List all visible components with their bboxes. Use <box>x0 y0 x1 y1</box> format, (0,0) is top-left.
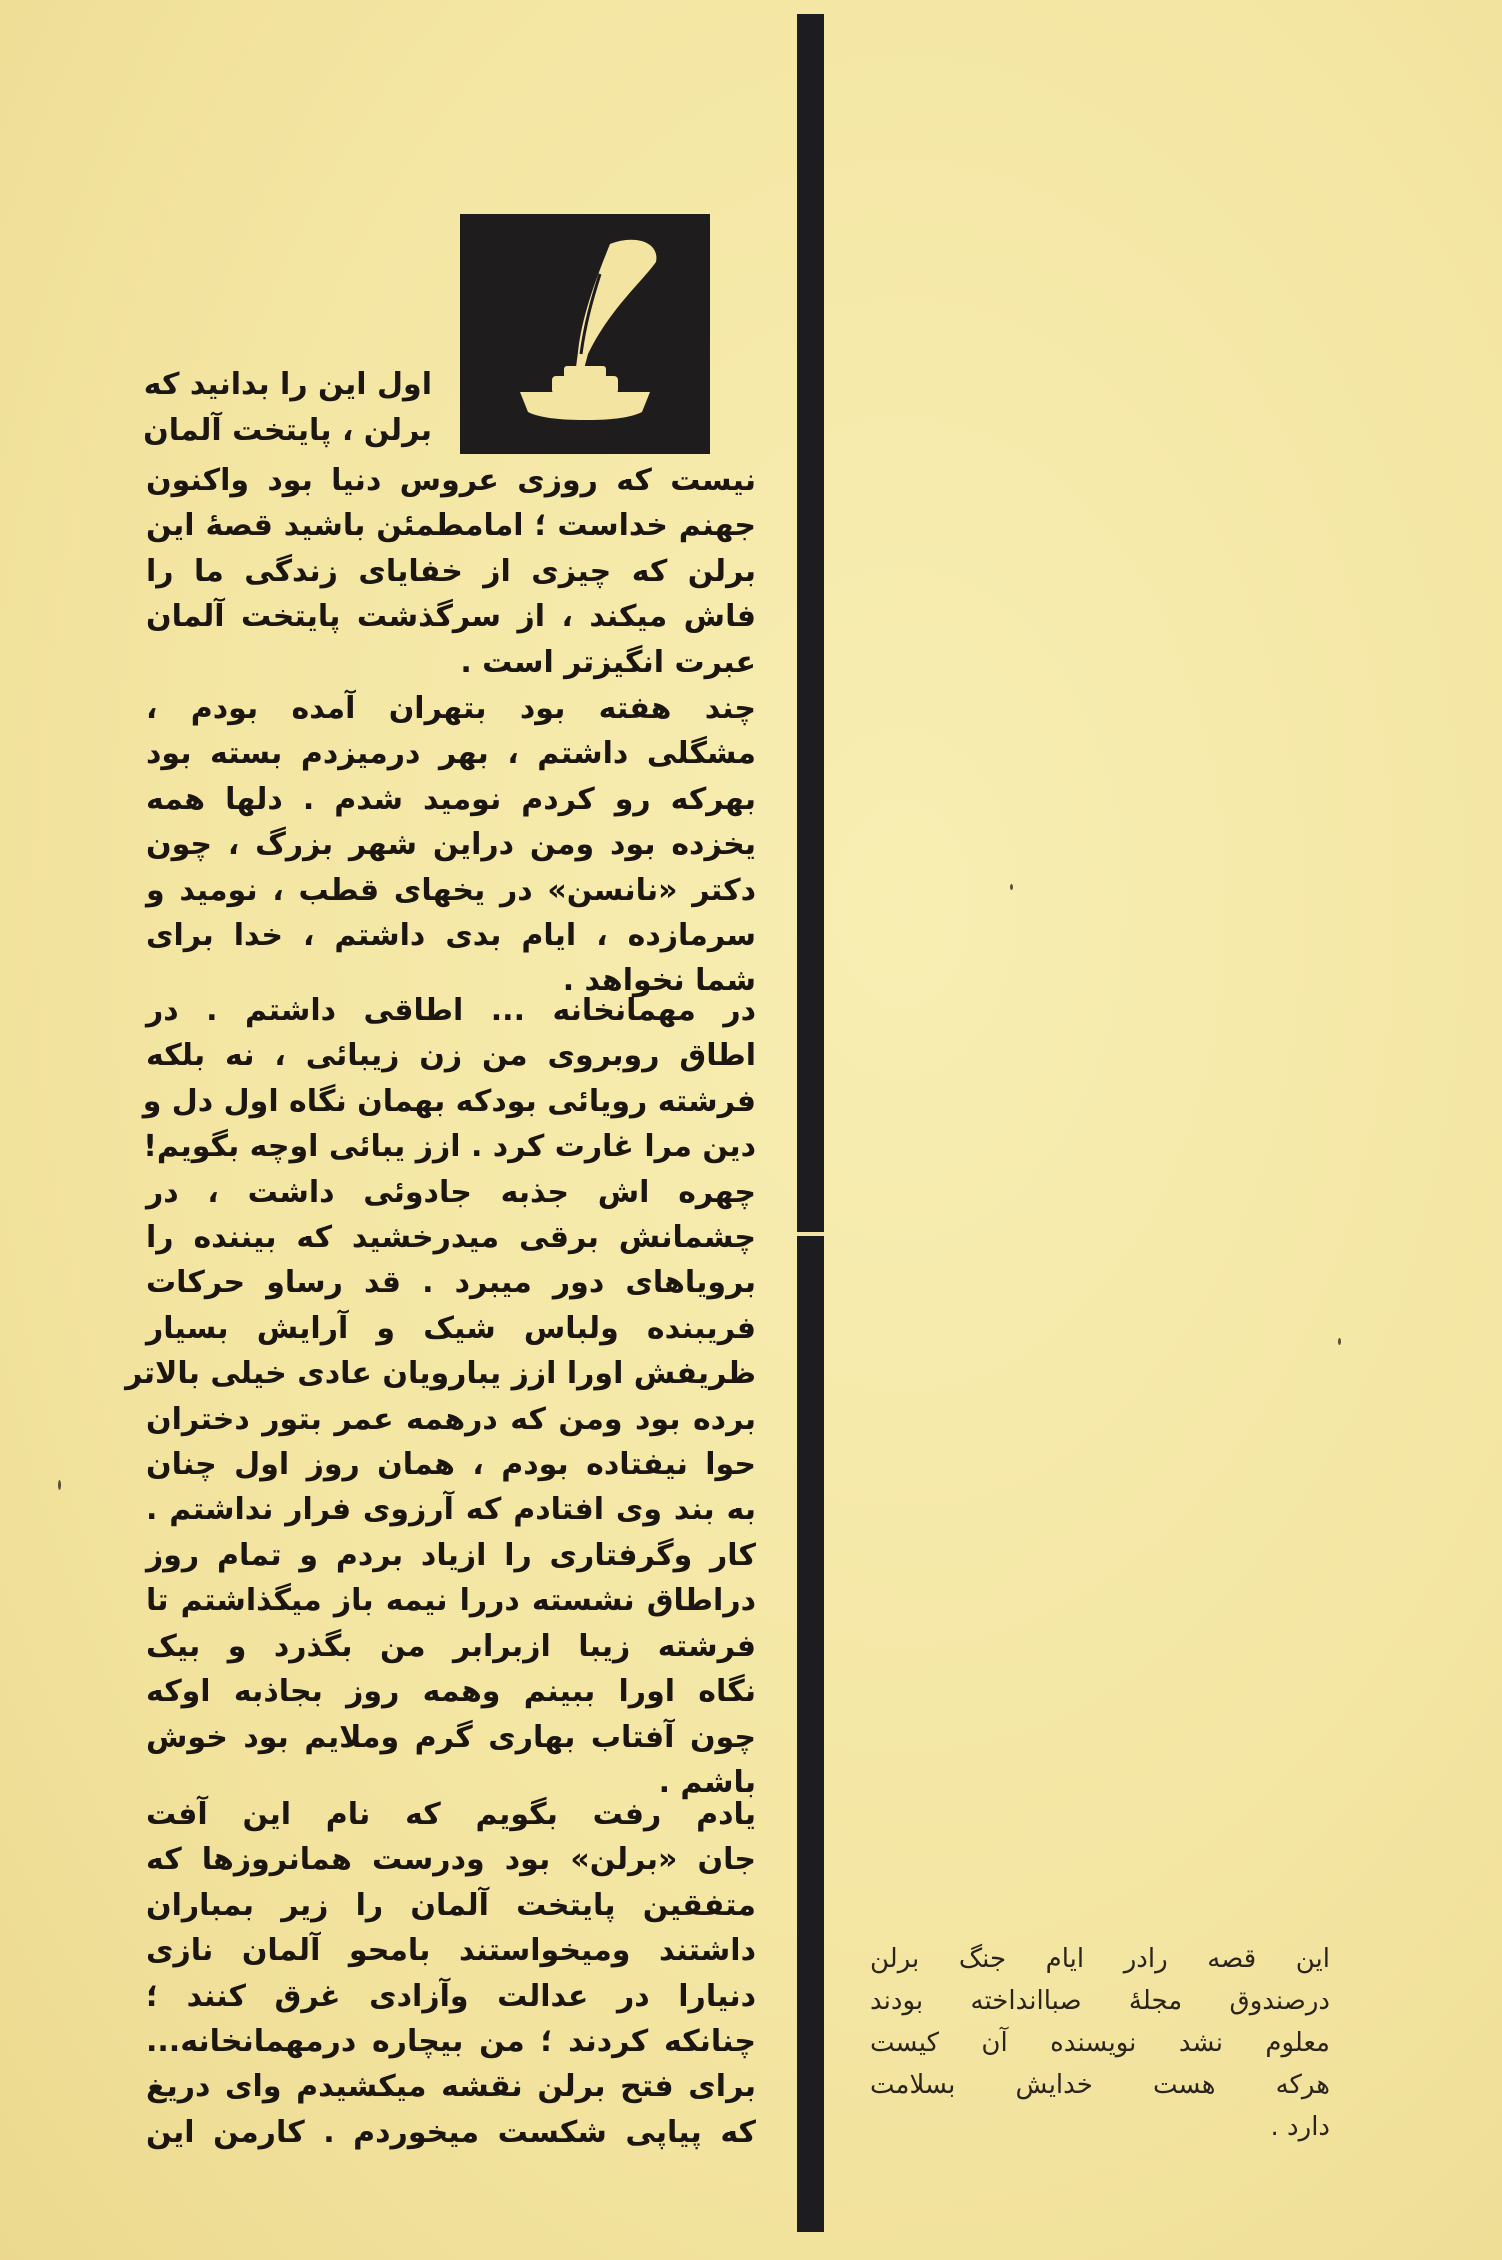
note-line: هرکه هست خدایش بسلامت <box>870 2070 1330 2100</box>
text-line: اطاق روبروی من زن زیبائی ، نه بلکه <box>146 1038 756 1074</box>
text-line: برلن که چیزی از خفایای زندگی ما را <box>146 553 756 589</box>
text-line: فاش میکند ، از سرگذشت پایتخت آلمان <box>146 599 756 635</box>
paragraph-3 <box>125 988 756 1805</box>
text-line: یادم رفت بگویم که نام این آفت <box>146 1797 756 1832</box>
text-line: فریبنده ولباس شیک و آرایش بسیار <box>146 1310 756 1346</box>
note-line: معلوم نشد نویسنده آن کیست <box>870 2028 1330 2058</box>
text-line: بهرکه رو کردم نومید شدم . دلها همه <box>146 781 756 817</box>
text-line: به بند وی افتادم که آرزوی فرار نداشتم . <box>146 1492 756 1528</box>
text-line: مشگلی داشتم ، بهر درمیزدم بسته بود <box>146 736 756 772</box>
text-line: عبرت انگیزتر است . <box>460 644 756 680</box>
text-line: دین مرا غارت کرد . ازز یبائی اوچه بگویم! <box>143 1129 756 1165</box>
text-line: چهره اش جذبه جادوئی داشت ، در <box>146 1174 756 1210</box>
text-line: برویاهای دور میبرد . قد رساو حرکات <box>146 1265 756 1301</box>
paragraph-2 <box>146 686 756 1004</box>
text-line: دنیارا در عدالت وآزادی غرق کنند ؛ <box>146 1978 756 2014</box>
text-line: باشم . <box>658 1764 756 1800</box>
text-line: جهنم خداست ؛ امامطمئن باشید قصهٔ این <box>146 508 756 544</box>
paragraph-1 <box>146 458 756 685</box>
note-line: این قصه رادر ایام جنگ برلن <box>870 1944 1330 1974</box>
side-note <box>870 1938 1330 2148</box>
text-line: جان «برلن» بود ودرست همانروزها که <box>146 1842 756 1878</box>
quill-inkwell-icon <box>460 214 710 454</box>
text-line: چون آفتاب بهاری گرم وملایم بود خوش <box>146 1719 756 1755</box>
paragraph-4 <box>146 1792 756 2155</box>
paper-speck <box>1010 884 1013 890</box>
text-line: دراطاق نشسته دررا نیمه باز میگذاشتم تا <box>146 1583 756 1619</box>
text-line: چشمانش برقی میدرخشید که بیننده را <box>146 1220 756 1256</box>
text-line: برای فتح برلن نقشه میکشیدم وای دریغ <box>146 2069 756 2105</box>
text-line: فرشته رویائی بودکه بهمان نگاه اول دل و <box>142 1083 756 1119</box>
note-line: درصندوق مجلهٔ صباانداخته بودند <box>870 1986 1330 2016</box>
text-line: برده بود ومن که درهمه عمر بتور دختران <box>146 1401 756 1437</box>
text-line: چند هفته بود بتهران آمده بودم ، <box>146 691 756 726</box>
text-line: کار وگرفتاری را ازیاد بردم و تمام روز <box>146 1537 756 1573</box>
text-line: نگاه اورا ببینم وهمه روز بجاذبه اوکه <box>146 1674 756 1710</box>
text-line: که پیاپی شکست میخوردم . کارمن این <box>146 2114 756 2150</box>
article-opening-line-2: برلن ، پایتخت آلمان <box>143 413 432 448</box>
text-line: متفقین پایتخت آلمان را زیر بمباران <box>146 1887 756 1923</box>
paper-speck <box>1338 1338 1341 1345</box>
rule-break <box>797 1232 824 1236</box>
text-line: نیست که روزی عروس دنیا بود واکنون <box>146 463 756 498</box>
vertical-rule <box>797 14 824 2232</box>
note-line: دارد . <box>1270 2112 1330 2142</box>
text-line: در مهمانخانه ... اطاقی داشتم . در <box>146 993 756 1028</box>
text-line: چنانکه کردند ؛ من بیچاره درمهمانخانه... <box>146 2024 756 2060</box>
text-line: دکتر «نانسن» در یخهای قطب ، نومید و <box>146 872 756 908</box>
text-line: سرمازده ، ایام بدی داشتم ، خدا برای <box>146 918 756 954</box>
paper-speck <box>58 1480 61 1490</box>
text-line: ظریفش اورا ازز یبارویان عادی خیلی بالاتر <box>125 1356 756 1392</box>
article-opening-line-1: اول این را بدانید که <box>143 367 432 402</box>
text-line: فرشته زیبا ازبرابر من بگذرد و بیک <box>146 1628 756 1664</box>
text-line: حوا نیفتاده بودم ، همان روز اول چنان <box>146 1447 756 1483</box>
text-line: یخزده بود ومن دراین شهر بزرگ ، چون <box>146 827 756 863</box>
text-line: شما نخواهد . <box>562 963 756 999</box>
text-line: داشتند ومیخواستند بامحو آلمان نازی <box>146 1933 756 1969</box>
